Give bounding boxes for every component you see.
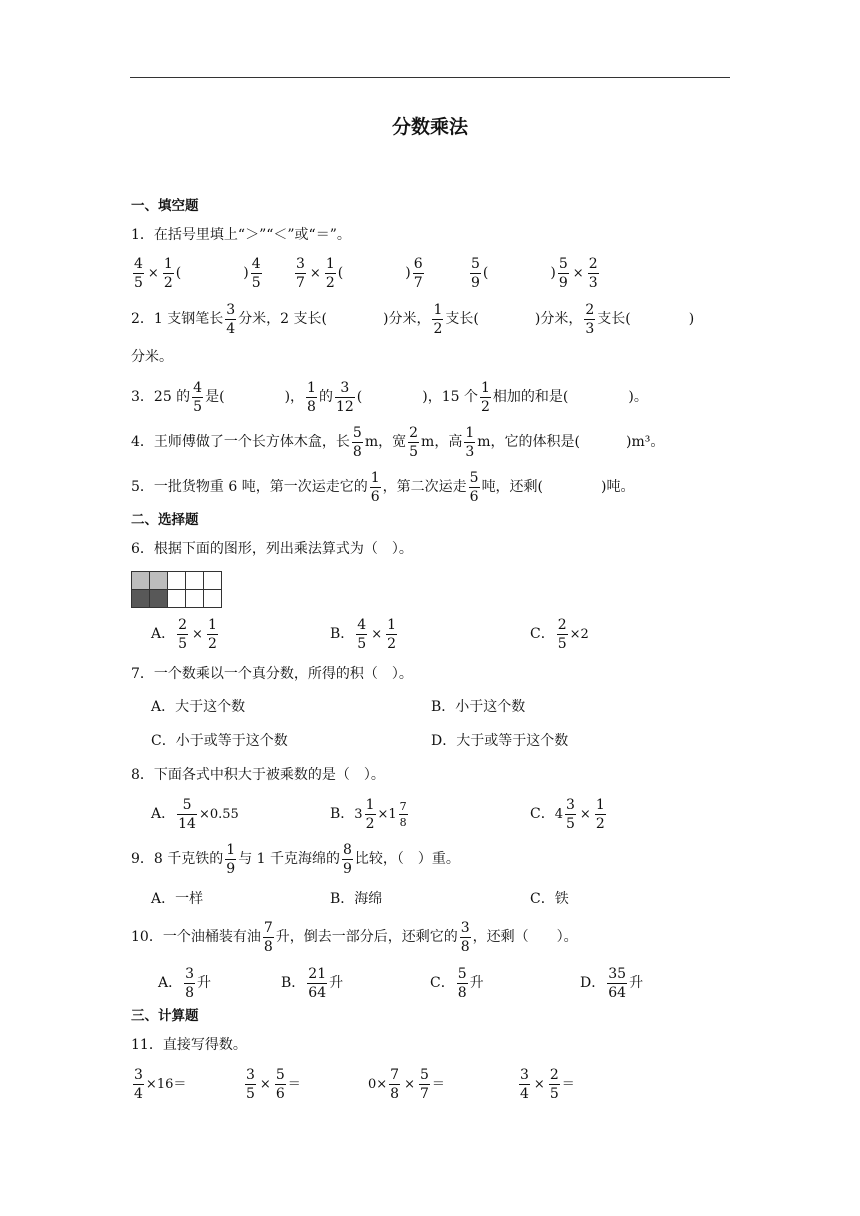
fraction: 1 2 — [433, 301, 443, 337]
fraction: 1 3 — [465, 424, 475, 460]
fraction: $\frac{2}{3}$ — [588, 255, 598, 291]
fraction: $\frac{1}{2}$ — [163, 255, 173, 291]
question-7-text: 7．一个数乘以一个真分数，所得的积（ ）。 — [131, 666, 413, 682]
fraction: $\frac{4}{5}$ — [134, 255, 143, 291]
grid-cell — [204, 572, 222, 590]
question-8-text: 8．下面各式中积大于被乘数的是（ ）。 — [131, 767, 385, 783]
question-4: 4．王师傅做了一个长方体木盒，长 5 8 m，宽 2 5 m，高 1 3 m，它的体积是( )m³。 — [131, 424, 665, 460]
question-8-option-b[interactable]: B． 3 $\frac{1}{2}$ ×1 7 8 — [330, 796, 407, 832]
question-9-option-a[interactable]: A．一样 — [151, 891, 204, 907]
fraction: $\frac{1}{2}$ — [207, 616, 217, 652]
question-9: 9．8 千克铁的 1 9 与 1 千克海绵的 8 9 比较，（ ）重。 — [131, 841, 460, 877]
fraction: $\frac{5}{6}$ — [275, 1066, 285, 1102]
question-6-option-a[interactable]: A． $\frac{2}{5}$ × $\frac{1}{2}$ — [151, 616, 217, 652]
fraction: $\frac{2}{5}$ — [557, 616, 567, 652]
question-10-option-d[interactable]: D． 35 64 升 — [580, 965, 644, 1001]
question-10: 10．一个油桶装有油 7 8 升，倒去一部分后，还剩它的 3 8 ，还剩（ ）。 — [131, 919, 578, 955]
fraction: 2 3 — [585, 301, 595, 337]
fraction: 5 9 — [471, 255, 480, 291]
question-11-expr-3: 0× $\frac{7}{8}$ × $\frac{5}{7}$ ＝ — [368, 1066, 445, 1102]
fraction: $\frac{2}{5}$ — [549, 1066, 559, 1102]
fraction: 8 9 — [343, 841, 352, 877]
question-6-option-b[interactable]: B． $\frac{4}{5}$ × $\frac{1}{2}$ — [330, 616, 397, 652]
question-10-option-c[interactable]: C． 5 8 升 — [430, 965, 484, 1001]
question-1-text: 1．在括号里填上“＞”“＜”或“＝”。 — [131, 227, 351, 243]
fraction: $\frac{5}{14}$ — [178, 796, 196, 832]
fraction: $\frac{3}{5}$ — [246, 1066, 255, 1102]
grid-cell-dark — [150, 590, 168, 608]
fraction: $\frac{3}{4}$ — [134, 1066, 143, 1102]
question-1-expr-2: $\frac{3}{7}$ × $\frac{1}{2}$ ( ) 6 7 — [296, 255, 423, 291]
fraction: $\frac{3}{4}$ — [520, 1066, 529, 1102]
fraction: $\frac{5}{7}$ — [420, 1066, 429, 1102]
fraction-grid-figure — [131, 571, 222, 608]
fraction: 1 9 — [226, 841, 236, 877]
fraction: $\frac{2}{5}$ — [178, 616, 188, 652]
question-7-option-a[interactable]: A．大于这个数 — [151, 699, 246, 715]
fraction: 7 8 — [263, 919, 273, 955]
question-7-option-c[interactable]: C．小于或等于这个数 — [151, 733, 288, 749]
question-5: 5．一批货物重 6 吨，第一次运走它的 1 6 ，第二次运走 5 6 吨，还剩( )吨。 — [131, 469, 635, 505]
fraction: $\frac{1}{2}$ — [387, 616, 397, 652]
question-11-expr-1: $\frac{3}{4}$ ×16＝ — [134, 1066, 187, 1102]
fraction: $\frac{7}{8}$ — [390, 1066, 400, 1102]
fraction: 1 8 — [307, 379, 316, 415]
question-1-expr-3: 5 9 ( ) $\frac{5}{9}$ × $\frac{2}{3}$ — [471, 255, 598, 291]
question-7-option-d[interactable]: D．大于或等于这个数 — [431, 733, 569, 749]
question-11-text: 11．直接写得数。 — [131, 1037, 247, 1053]
question-7-option-b[interactable]: B．小于这个数 — [431, 699, 526, 715]
section-heading-multiple-choice: 二、选择题 — [131, 512, 199, 528]
grid-cell-light — [132, 572, 150, 590]
fraction: 3 8 — [460, 919, 470, 955]
fraction: 2 5 — [409, 424, 419, 460]
grid-cell-dark — [132, 590, 150, 608]
grid-cell — [186, 590, 204, 608]
question-10-option-a[interactable]: A． 3 8 升 — [158, 965, 212, 1001]
grid-cell — [168, 572, 186, 590]
fraction: 35 64 — [608, 965, 627, 1001]
question-11-expr-2: $\frac{3}{5}$ × $\frac{5}{6}$ ＝ — [246, 1066, 301, 1102]
question-6-text: 6．根据下面的图形，列出乘法算式为（ ）。 — [131, 541, 413, 557]
question-8-option-c[interactable]: C． 4 $\frac{3}{5}$ × $\frac{1}{2}$ — [530, 796, 605, 832]
grid-cell — [186, 572, 204, 590]
question-9-option-c[interactable]: C．铁 — [530, 891, 569, 907]
header-rule — [130, 77, 730, 78]
fraction: 6 7 — [413, 255, 423, 291]
question-2-continued: 分米。 — [131, 349, 173, 365]
fraction: 7 8 — [399, 799, 407, 829]
question-8-option-a[interactable]: A． $\frac{5}{14}$ ×0.55 — [151, 796, 239, 832]
fraction: $\frac{1}{2}$ — [325, 255, 335, 291]
fraction: $\frac{3}{7}$ — [296, 255, 305, 291]
grid-cell — [204, 590, 222, 608]
fraction: 5 8 — [457, 965, 467, 1001]
fraction: 3 8 — [185, 965, 195, 1001]
fraction: $\frac{1}{2}$ — [365, 796, 375, 832]
fraction: $\frac{1}{2}$ — [595, 796, 605, 832]
question-11-expr-4: $\frac{3}{4}$ × $\frac{2}{5}$ ＝ — [520, 1066, 575, 1102]
fraction: 4 5 — [193, 379, 203, 415]
fraction: 3 12 — [335, 379, 354, 415]
question-3: 3．25 的 4 5 是( )， 1 8 的 3 12 ( )，15 个 1 2 相加的和是( )。 — [131, 379, 648, 415]
question-9-option-b[interactable]: B．海绵 — [330, 891, 383, 907]
fraction: 4 5 — [251, 255, 261, 291]
fraction: 3 4 — [226, 301, 236, 337]
question-6-option-c[interactable]: C． $\frac{2}{5}$ ×2 — [530, 616, 589, 652]
fraction: $\frac{3}{5}$ — [566, 796, 575, 832]
fraction: 1 2 — [480, 379, 490, 415]
fraction: 5 8 — [352, 424, 362, 460]
question-2: 2．1 支钢笔长 3 4 分米，2 支长( )分米， 1 2 支长( )分米， 2 3 支长( ) — [131, 301, 695, 337]
grid-cell — [168, 590, 186, 608]
fraction: 5 6 — [469, 469, 479, 505]
grid-cell-light — [150, 572, 168, 590]
section-heading-calculation: 三、计算题 — [131, 1008, 199, 1024]
question-10-option-b[interactable]: B． 21 64 升 — [281, 965, 344, 1001]
fraction: $\frac{5}{9}$ — [558, 255, 568, 291]
question-1-expr-1: $\frac{4}{5}$ × $\frac{1}{2}$ ( ) 4 5 — [134, 255, 261, 291]
page-title: 分数乘法 — [391, 116, 468, 138]
fraction: 1 6 — [370, 469, 380, 505]
fraction: $\frac{4}{5}$ — [357, 616, 367, 652]
fraction: 21 64 — [308, 965, 327, 1001]
section-heading-fill-blank: 一、填空题 — [131, 198, 199, 214]
